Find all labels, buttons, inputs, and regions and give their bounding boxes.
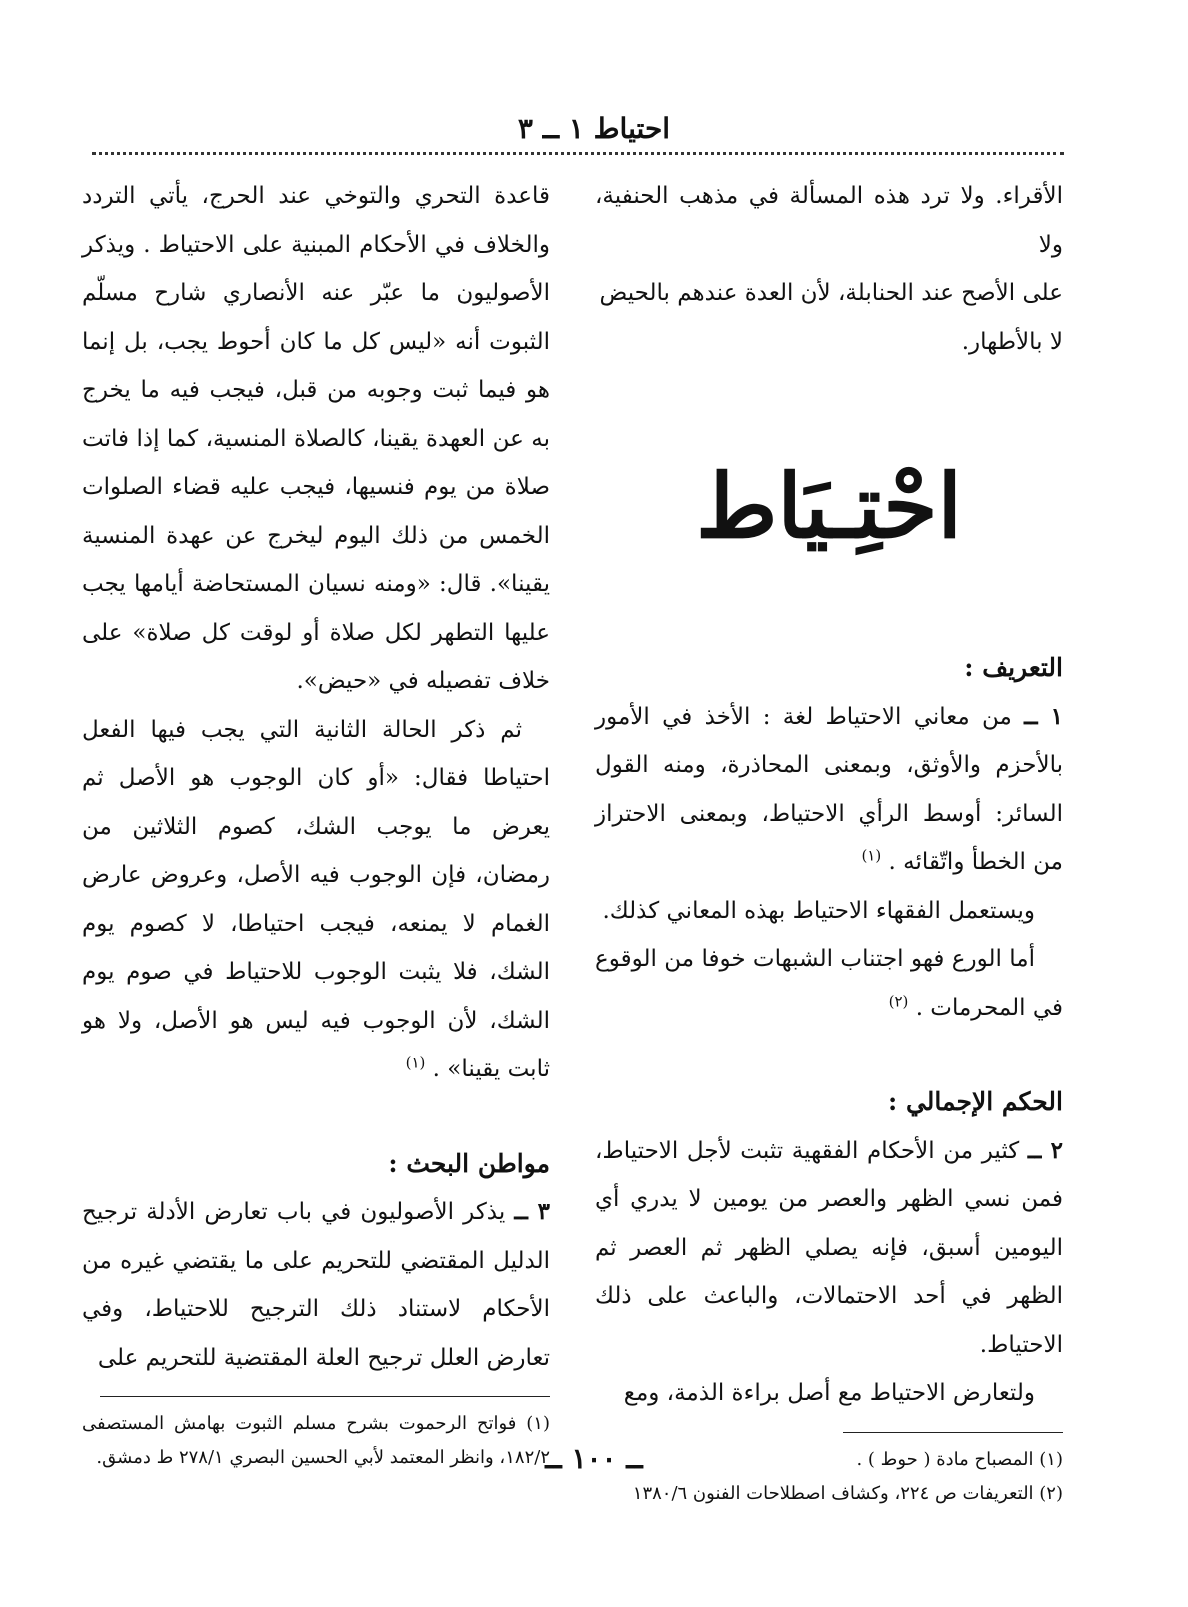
left-column <box>82 172 550 1475</box>
footnote-rule <box>100 1396 550 1397</box>
footnote-1: (١) فواتح الرحموت بشرح مسلم الثبوت بهامش المستصفى ١٨٢/٢، وانظر المعتمد لأبي الحسين البصري ٢٧٨/١ ط دمشق. <box>82 1413 550 1468</box>
footnote-2: (٢) التعريفات ص ٢٢٤، وكشاف اصطلاحات الفنون ١٣٨٠/٦ <box>632 1482 1063 1504</box>
footnote-1: (١) المصباح مادة ( حوط ) . <box>856 1448 1063 1470</box>
definition-paragraph-1 <box>595 693 1063 887</box>
paragraph-number: ١ ــ <box>1024 702 1063 730</box>
general-ruling-heading: الحكم الإجمالي : <box>888 1087 1063 1116</box>
footnote-ref: (٢) <box>888 991 909 1010</box>
spacer <box>595 1032 1063 1078</box>
spacer <box>82 1094 550 1140</box>
paragraph-number: ٣ ــ <box>514 1198 551 1225</box>
intro-line-3: لا بالأطهار. <box>961 328 1063 355</box>
research-paragraph <box>82 1188 550 1382</box>
page-number: ــ ١٠٠ ــ <box>545 1442 643 1475</box>
footnote-ref: (١) <box>861 846 882 865</box>
intro-line-1: الأقراء. ولا ترد هذه المسألة في مذهب الحنفية، ولا <box>595 183 1063 258</box>
left-paragraph-2 <box>82 706 550 1094</box>
general-ruling-paragraph-1 <box>595 1127 1063 1370</box>
paragraph-text: كثير من الأحكام الفقهية تثبت لأجل الاحتياط، فمن نسي الظهر والعصر من يومين لا يدري أي اليومين أسبق، فإنه يصلي الظهر ثم العصر ثم الظهر في أحد الاحتمالات، والباعث على ذلك الاحتياط. <box>595 1137 1063 1358</box>
paragraph-text: أما الورع فهو اجتناب الشبهات خوفا من الوقوع في المحرمات . <box>595 946 1063 1021</box>
entry-title: احْتِـيَاط <box>696 454 962 558</box>
paragraph-text: ثم ذكر الحالة الثانية التي يجب فيها الفعل احتياطا فقال: «أو كان الوجوب هو الأصل ثم يعرض ما يوجب الشك، كصوم الثلاثين من رمضان، فإن الوجوب فيه الأصل، وعروض عارض الغمام لا يمنعه، فيجب احتياطا، لا كصوم يوم الشك، فلا يثبت الوجوب للاحتياط في صوم يوم الشك، لأن الوجوب فيه ليس هو الأصل، ولا هو ثابت يقينا» . <box>82 716 550 1082</box>
general-ruling-paragraph-2: ولتعارض الاحتياط مع أصل براءة الذمة، ومع <box>623 1380 1035 1406</box>
paragraph-text: من معاني الاحتياط لغة : الأخذ في الأمور بالأحزم والأوثق، وبمعنى المحاذرة، ومنه القول السائر: أوسط الرأي الاحتياط، وبمعنى الاحتراز من الخطأ واتّقائه . <box>595 703 1063 875</box>
intro-line-2: على الأصح عند الحنابلة، لأن العدة عندهم بالحيض <box>599 280 1063 306</box>
definition-heading: التعريف : <box>964 653 1063 682</box>
definition-paragraph-2: ويستعمل الفقهاء الاحتياط بهذه المعاني كذلك. <box>602 897 1035 924</box>
running-header: احتياط ١ ــ ٣ <box>517 112 671 145</box>
paragraph-number: ٢ ــ <box>1027 1136 1064 1164</box>
paragraph-text: يذكر الأصوليون في باب تعارض الأدلة ترجيح الدليل المقتضي للتحريم على ما يقتضي غيره من الأحكام لاستناد ذلك الترجيح للاحتياط، وفي تعارض العلل ترجيح العلة المقتضية للتحريم على <box>82 1199 550 1371</box>
footnote-ref: (١) <box>405 1053 426 1072</box>
left-paragraph-1: قاعدة التحري والتوخي عند الحرج، يأتي التردد والخلاف في الأحكام المبنية على الاحتياط . ويذكر الأصوليون ما عبّر عنه الأنصاري شارح مسلّم الثبوت أنه «ليس كل ما كان أحوط يجب، بل إنما هو فيما ثبت وجوبه من قبل، فيجب فيه ما يخرج به عن العهدة يقينا، كالصلاة المنسية، كما إذا فاتت صلاة من يوم فنسيها، فيجب عليه قضاء الصلوات الخمس من ذلك اليوم ليخرج عن عهدة المنسية يقينا». قال: «ومنه نسيان المستحاضة أيامها يجب عليها التطهر لكل صلاة أو لوقت كل صلاة» على خلاف تفصيله في «حيض». <box>82 183 550 694</box>
research-heading: مواطن البحث : <box>388 1148 550 1178</box>
header-dotted-rule <box>92 152 1064 155</box>
right-column <box>595 172 1063 1511</box>
footnote-rule <box>843 1432 1063 1433</box>
definition-paragraph-3 <box>595 935 1063 1032</box>
